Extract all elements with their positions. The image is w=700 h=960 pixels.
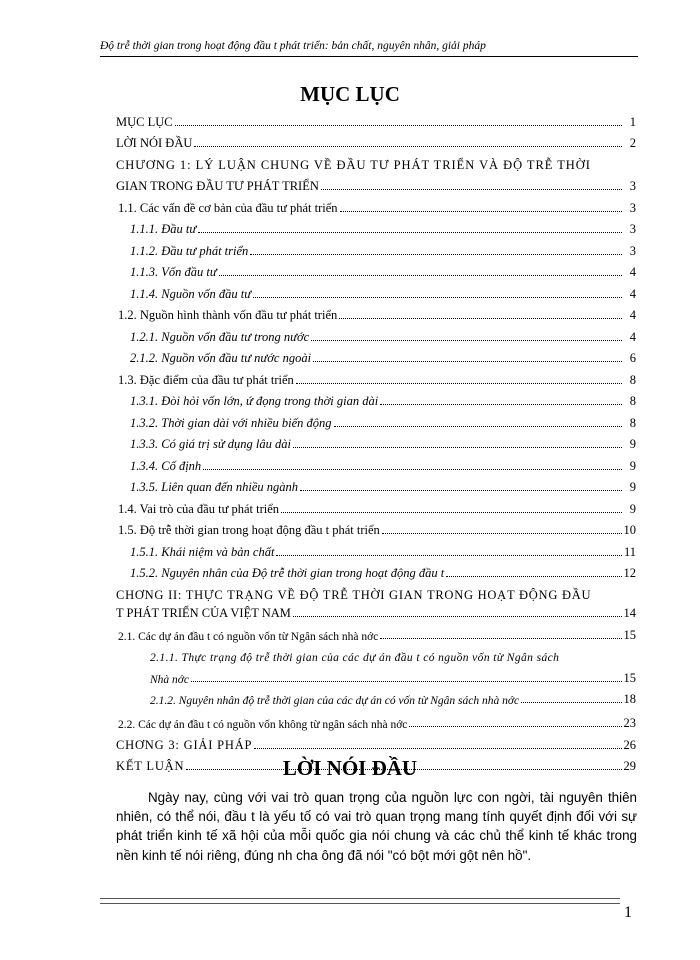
toc-page: 26	[623, 737, 636, 752]
toc-page: 9	[629, 437, 636, 451]
toc-entry[interactable]	[116, 452, 636, 474]
toc-page: 3	[629, 243, 636, 258]
toc-entry[interactable]	[116, 345, 636, 367]
toc-leader	[281, 512, 622, 513]
toc-page: 10	[623, 523, 636, 537]
toc-entry[interactable]	[116, 237, 636, 259]
toc-entry[interactable]	[116, 707, 636, 731]
toc-entry-text: 2.1.2. Nguyên nhân độ trễ thời gian của các dự án có vốn từ Ngân sách nhà nớc	[150, 695, 520, 707]
toc-entry-text: CHƠNG 3: GIẢI PHÁP	[116, 737, 253, 752]
toc-entry-text: T PHÁT TRIỂN CỦA VIỆT NAM	[116, 605, 291, 620]
toc-entry-text: 1.3.4. Cố định	[130, 458, 202, 473]
toc-entry-text: 1.2. Nguồn hình thành vốn đầu tư phát triển	[118, 308, 338, 322]
toc-entry[interactable]	[116, 517, 636, 539]
toc-page: 6	[629, 351, 636, 365]
toc-page: 8	[629, 372, 636, 387]
toc-entry[interactable]	[116, 388, 636, 410]
toc-entry[interactable]	[116, 538, 636, 560]
toc-leader	[340, 211, 622, 212]
toc-leader	[334, 426, 622, 427]
toc-entry[interactable]	[116, 495, 636, 517]
toc-page: 3	[629, 222, 636, 236]
toc-leader	[382, 533, 622, 534]
toc-entry-text: MỤC LỤC	[116, 114, 173, 129]
toc-entry-text: 1.1.1. Đầu tư	[130, 222, 197, 236]
toc-leader	[198, 232, 622, 233]
toc-leader	[300, 490, 622, 491]
toc-title: MỤC LỤC	[300, 82, 400, 106]
toc-leader	[293, 616, 622, 617]
footer-rule	[100, 898, 620, 904]
toc-leader	[409, 726, 622, 727]
toc-leader	[311, 340, 622, 341]
toc-entry-text: 2.1.2. Nguồn vốn đầu tư nước ngoài	[130, 351, 312, 365]
toc-page: 29	[623, 759, 636, 773]
toc-entry-text: Nhà nớc	[150, 673, 190, 686]
toc-entry[interactable]	[116, 731, 636, 753]
toc-entry-text: 1.3.5. Liên quan đến nhiều ngành	[130, 480, 299, 494]
toc-page: 14	[623, 605, 636, 620]
toc-page: 9	[629, 480, 636, 494]
toc-leader	[276, 555, 622, 556]
toc-leader	[296, 383, 622, 384]
toc-entry-text-line1: CHƯƠNG 1: LÝ LUẬN CHUNG VỀ ĐẦU TƯ PHÁT TRIỂN VÀ ĐỘ TRỄ THỜI	[116, 157, 591, 172]
toc-entry[interactable]	[116, 280, 636, 302]
toc-entry-text: 1.3.3. Có giá trị sử dụng lâu dài	[130, 437, 291, 451]
toc-entry[interactable]	[116, 130, 636, 152]
toc-entry-text: 1.1.4. Nguồn vốn đầu tư	[130, 286, 252, 301]
toc-entry-text: LỜI NÓI ĐẦU	[116, 136, 193, 150]
toc-entry[interactable]	[116, 474, 636, 496]
toc-entry-text: KẾT LUẬN	[116, 759, 185, 773]
toc-page: 15	[623, 670, 636, 685]
toc-entry-text: 1.5.2. Nguyên nhân của Độ trễ thời gian trong hoạt động đầu t	[130, 566, 445, 580]
toc-page: 4	[629, 265, 636, 279]
toc-page: 4	[629, 308, 636, 322]
toc-page: 8	[629, 394, 636, 408]
toc-chapter-2[interactable]	[116, 581, 636, 621]
toc-entry-text: 1.3.2. Thời gian dài với nhiều biến động	[130, 415, 332, 430]
toc-leader	[191, 681, 622, 682]
toc-entry[interactable]	[116, 560, 636, 582]
toc-leader	[293, 447, 622, 448]
toc-entry[interactable]	[116, 194, 636, 216]
intro-body	[116, 788, 637, 865]
toc-entry-text: 1.5. Độ trễ thời gian trong hoạt động đầu t phát triển	[118, 523, 380, 537]
toc-page: 23	[623, 716, 636, 730]
toc-leader	[194, 146, 622, 147]
toc-leader	[446, 576, 622, 577]
toc-leader	[380, 638, 622, 639]
toc-entry[interactable]	[116, 323, 636, 345]
toc-entry-text: 1.4. Vai trò của đầu tư phát triển	[118, 501, 280, 516]
toc-chapter-1[interactable]	[116, 151, 636, 194]
toc-leader	[250, 254, 622, 255]
toc-entry-text: 1.3.1. Đòi hỏi vốn lớn, ứ đọng trong thời gian dài	[130, 394, 379, 408]
toc-entry[interactable]	[116, 259, 636, 281]
toc-page: 8	[629, 415, 636, 430]
toc-leader	[339, 318, 622, 319]
page-number: 1	[624, 904, 632, 921]
toc-entry[interactable]	[116, 431, 636, 453]
intro-title: LỜI NÓI ĐẦU	[282, 756, 418, 780]
toc-entry-text: 2.2. Các dự án đầu t có nguồn vốn không từ ngân sách nhà nớc	[118, 719, 408, 731]
toc-entry[interactable]	[116, 686, 636, 708]
toc-leader	[313, 361, 622, 362]
toc-entry-text: 1.5.1. Khái niệm và bản chất	[130, 544, 275, 559]
toc-entry-text: 1.1.2. Đầu tư phát triển	[130, 243, 249, 258]
toc-leader	[203, 469, 622, 470]
toc-entry-text: 1.1. Các vấn đề cơ bản của đầu tư phát triển	[118, 200, 338, 215]
intro-paragraph: Ngày nay, cùng với vai trò quan trọng của nguồn lực con ngời, tài nguyên thiên nhiên, có thể nói, đầu t là yếu tố có vai trò quan trọng mang tính quyết định đối với sự phát triển kinh tế xã hội của mỗi quốc gia nói chung và các chủ thể kinh tế khác trong nền kinh tế nói riêng, đúng nh cha ông đã nói "có bột mới gột nên hồ".	[116, 790, 637, 863]
toc-leader	[175, 125, 622, 126]
toc-leader	[321, 189, 622, 190]
toc-entry-text: 1.1.3. Vốn đầu tư	[130, 265, 217, 279]
toc-entry-text: 2.1. Các dự án đầu t có nguồn vốn từ Ngân sách nhà nớc	[118, 630, 379, 643]
toc-page: 12	[623, 566, 636, 580]
toc-entry-text: 1.2.1. Nguồn vốn đầu tư trong nước	[130, 329, 310, 344]
toc-page: 1	[629, 114, 636, 129]
toc-entry[interactable]	[116, 216, 636, 238]
toc-page: 4	[629, 286, 636, 301]
toc-page: 18	[623, 692, 636, 706]
toc-entry-text: 1.3. Đặc điểm của đầu tư phát triển	[118, 372, 294, 387]
toc-page: 9	[629, 501, 636, 516]
toc-entry[interactable]	[116, 621, 636, 643]
toc-entry-text-line1: CHƠNG II: THỰC TRẠNG VỀ ĐỘ TRỄ THỜI GIAN TRONG HOẠT ĐỘNG ĐẦU	[116, 587, 592, 602]
toc-entry-text-line1: 2.1.1. Thực trạng độ trễ thời gian của các dự án đầu t có nguồn vốn từ Ngân sách	[150, 652, 560, 664]
table-of-contents	[116, 108, 636, 774]
toc-page: 2	[629, 136, 636, 150]
header-rule	[100, 56, 638, 57]
toc-entry[interactable]	[116, 108, 636, 130]
toc-entry[interactable]	[116, 366, 636, 388]
toc-leader	[253, 297, 622, 298]
toc-entry[interactable]	[116, 409, 636, 431]
toc-entry[interactable]	[116, 302, 636, 324]
toc-leader	[219, 275, 622, 276]
toc-leader	[380, 404, 622, 405]
running-header: Độ trễ thời gian trong hoạt động đầu t phát triển: bản chất, nguyên nhân, giải pháp	[100, 40, 486, 52]
toc-page: 11	[623, 544, 636, 559]
toc-entry-text: GIAN TRONG ĐẦU TƯ PHÁT TRIỂN	[116, 179, 319, 193]
toc-page: 3	[629, 179, 636, 193]
toc-page: 3	[629, 200, 636, 215]
toc-leader	[521, 702, 622, 703]
toc-page: 4	[629, 329, 636, 344]
toc-leader	[254, 748, 622, 749]
toc-page: 9	[629, 458, 636, 473]
toc-page: 15	[623, 627, 636, 642]
toc-entry-2-1-1[interactable]	[116, 643, 636, 686]
